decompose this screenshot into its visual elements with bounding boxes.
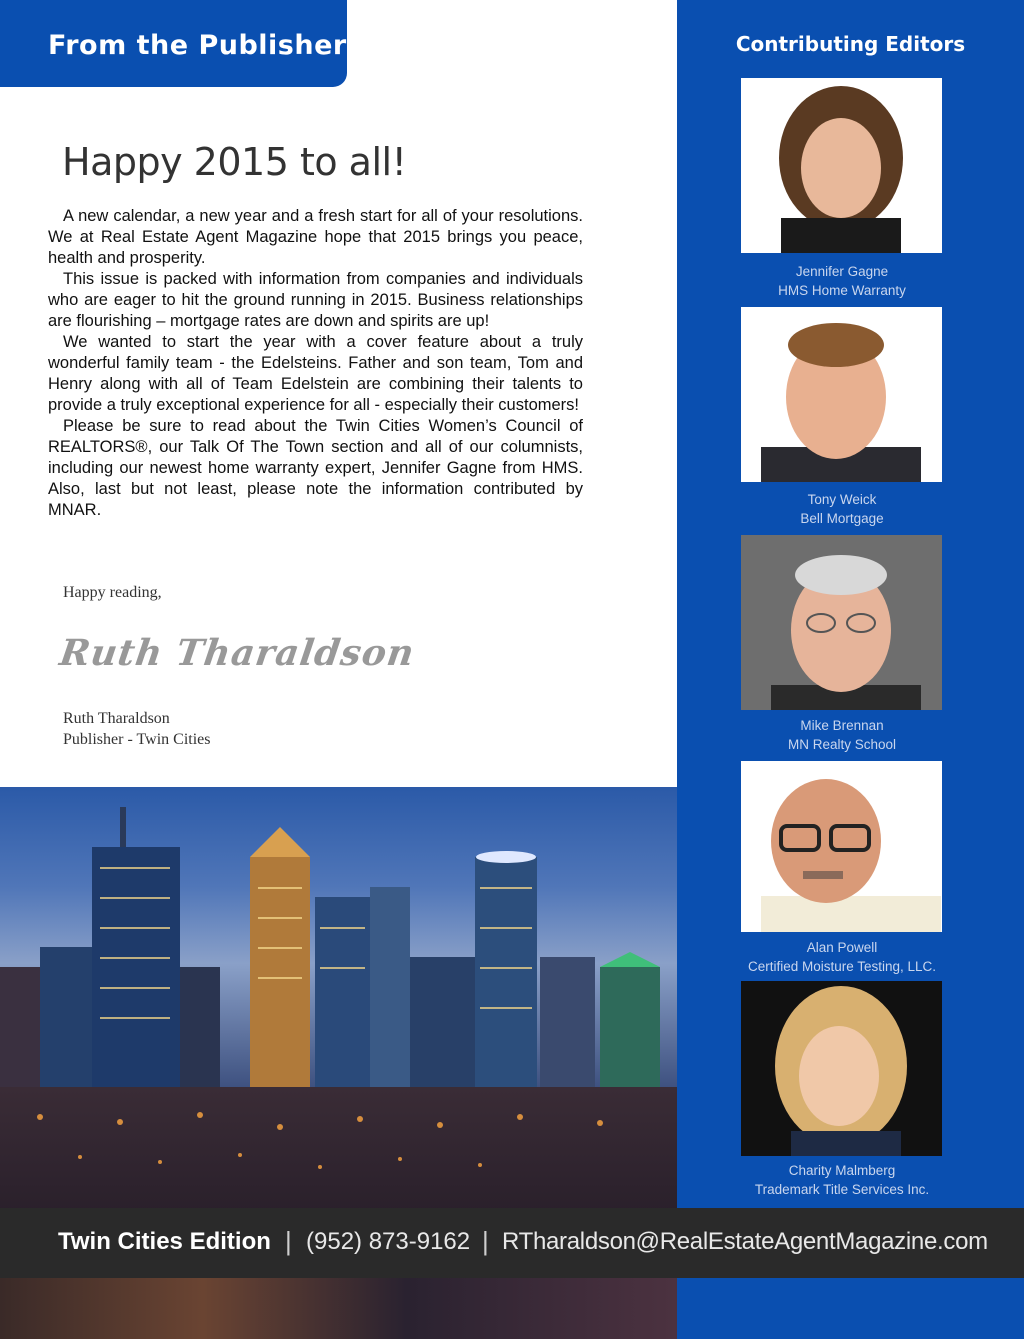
traffic-photo-strip — [0, 1278, 677, 1339]
portrait-image — [741, 761, 942, 932]
publisher-letter — [48, 206, 583, 521]
editor-company: HMS Home Warranty — [778, 283, 906, 298]
phone-number[interactable]: (952) 873-9162 — [306, 1228, 471, 1255]
separator: | — [482, 1226, 489, 1256]
editor-caption — [677, 716, 1007, 754]
editor-company: Certified Moisture Testing, LLC. — [747, 959, 937, 974]
editor-name: Alan Powell — [806, 940, 878, 955]
signer-name: Ruth Tharaldson — [63, 710, 170, 727]
section-title: From the Publisher — [48, 30, 347, 61]
editor-photo — [741, 307, 942, 482]
portrait-image — [741, 535, 942, 710]
editor-name: Mike Brennan — [800, 718, 884, 733]
editor-caption — [677, 262, 1007, 300]
editor-photo — [741, 761, 942, 932]
signer-role: Publisher - Twin Cities — [63, 731, 211, 748]
letter-paragraph: Please be sure to read about the Twin Cities Women’s Council of REALTORS®, our Talk Of The Town section and all of our columnists, including our newest home warranty expert, Jennifer Gagne from HMS. Also, last but not least, please note the information contributed by MNAR. — [48, 417, 583, 519]
letter-paragraph: A new calendar, a new year and a fresh start for all of your resolutions. We at Real Estate Agent Magazine hope that 2015 brings you peace, health and prosperity. — [48, 207, 583, 267]
handwritten-signature: Ruth Tharaldson — [57, 632, 418, 674]
editor-name: Charity Malmberg — [788, 1163, 896, 1178]
letter-closing: Happy reading, — [63, 584, 162, 601]
contributing-editors-panel — [677, 0, 1024, 1208]
editors-heading: Contributing Editors — [735, 32, 966, 56]
edition-label: Twin Cities Edition — [58, 1228, 271, 1255]
letter-paragraph: We wanted to start the year with a cover feature about a truly wonderful family team - the Edelsteins. Father and son team, Tom and Henry along with all of Team Edelstein are combining their talents to provide a truly exceptional experience for all - especially their customers! — [48, 333, 583, 414]
portrait-image — [741, 981, 942, 1156]
editor-caption — [677, 490, 1007, 528]
letter-paragraph: This issue is packed with information from companies and individuals who are eager to hit the ground running in 2015. Business relationships are flourishing – mortgage rates are down and spirits are up! — [48, 270, 583, 330]
editor-company: Trademark Title Services Inc. — [754, 1182, 930, 1197]
editor-name: Jennifer Gagne — [795, 264, 889, 279]
editor-company: MN Realty School — [787, 737, 897, 752]
email-address[interactable]: RTharaldson@RealEstateAgentMagazine.com — [502, 1228, 988, 1255]
contact-footer — [0, 1208, 1024, 1278]
section-header-tab — [0, 0, 347, 87]
portrait-image — [741, 307, 942, 482]
portrait-image — [741, 78, 942, 253]
editor-photo — [741, 535, 942, 710]
editor-name: Tony Weick — [807, 492, 877, 507]
editor-caption — [677, 1161, 1007, 1199]
blue-corner-block — [677, 1278, 1024, 1339]
editor-caption — [677, 938, 1007, 976]
letter-headline: Happy 2015 to all! — [62, 140, 407, 184]
editor-company: Bell Mortgage — [800, 511, 884, 526]
editor-photo — [741, 981, 942, 1156]
editor-photo — [741, 78, 942, 253]
separator: | — [285, 1226, 292, 1256]
